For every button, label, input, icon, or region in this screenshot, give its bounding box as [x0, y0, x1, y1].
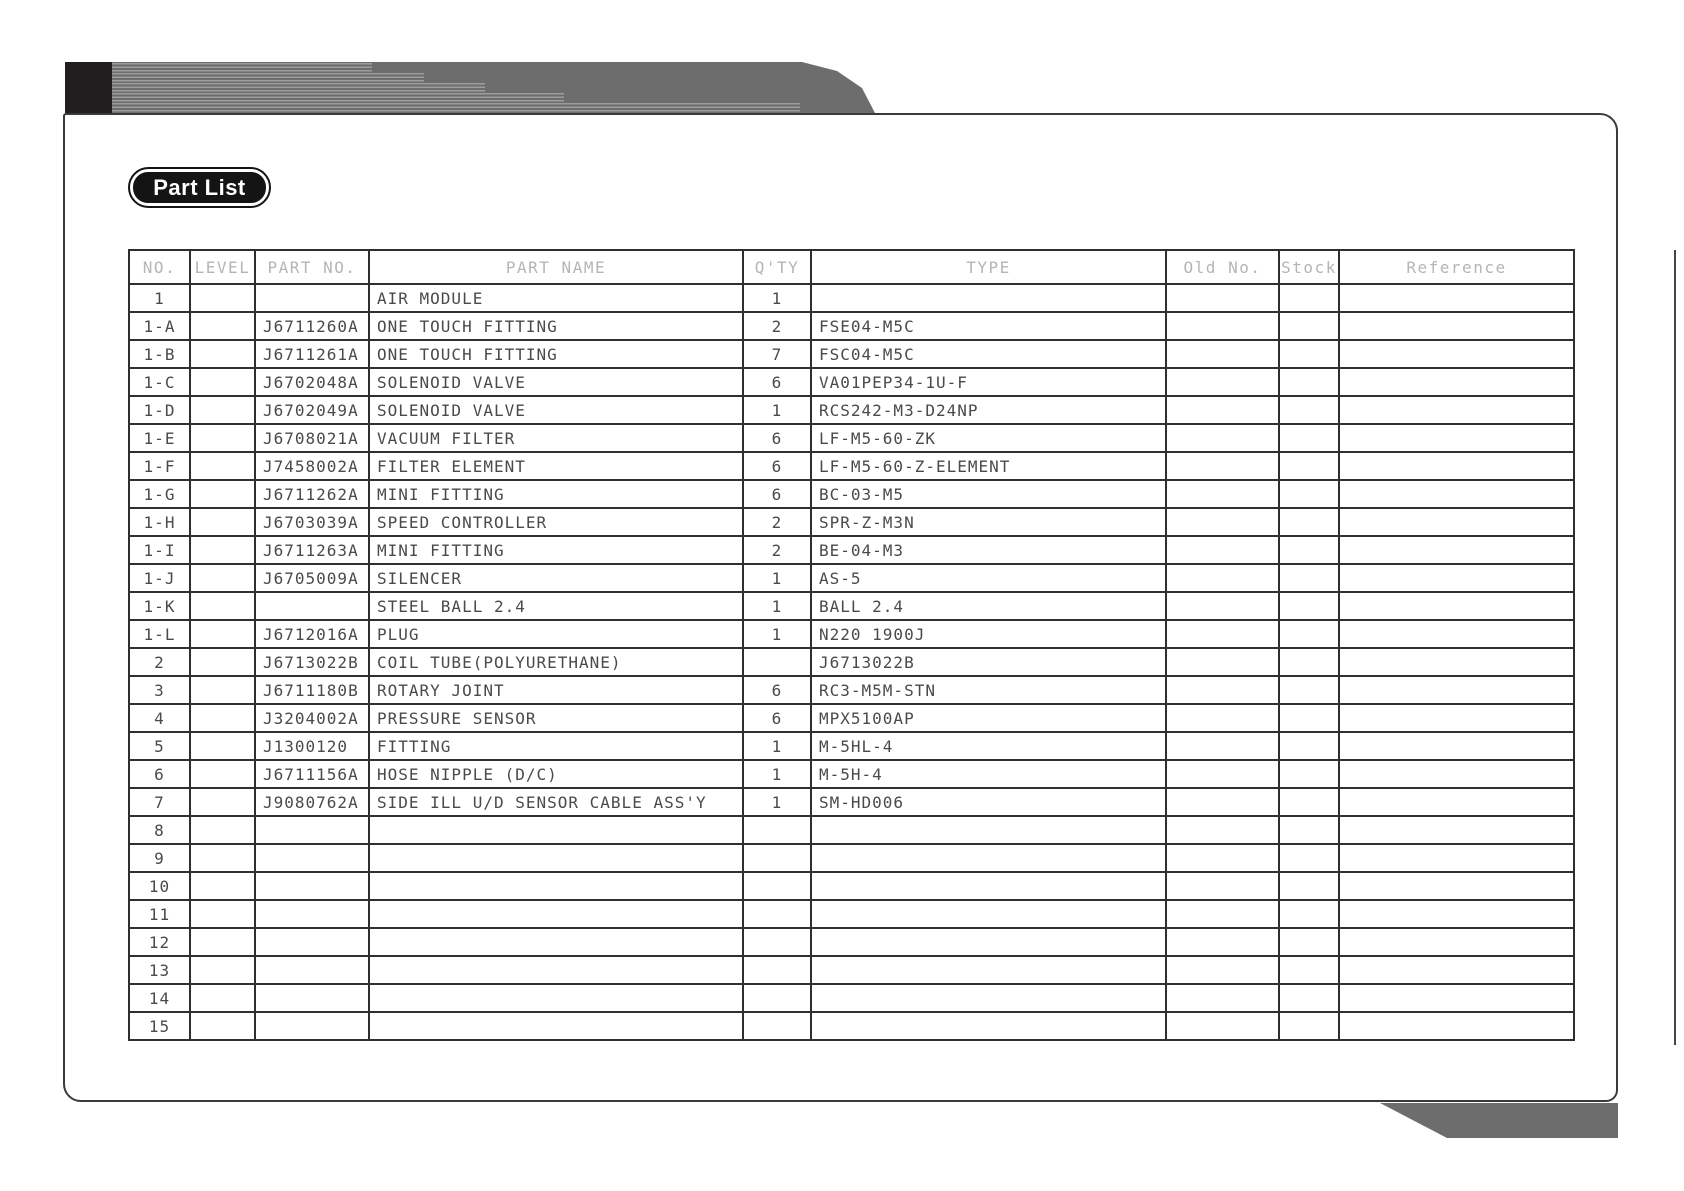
cell-part_name: [369, 928, 743, 956]
cell-qty: [743, 816, 811, 844]
cell-no: 1-A: [129, 312, 190, 340]
cell-old_no: [1166, 340, 1279, 368]
cell-level: [190, 760, 255, 788]
cell-part_name: SIDE ILL U/D SENSOR CABLE ASS'Y: [369, 788, 743, 816]
cell-old_no: [1166, 284, 1279, 312]
cell-old_no: [1166, 900, 1279, 928]
cell-level: [190, 564, 255, 592]
cell-type: LF-M5-60-Z-ELEMENT: [811, 452, 1166, 480]
cell-part_name: [369, 844, 743, 872]
cell-no: 1-D: [129, 396, 190, 424]
cell-stock: [1279, 704, 1339, 732]
cell-level: [190, 844, 255, 872]
table-row: [129, 424, 1574, 452]
cell-type: BALL 2.4: [811, 592, 1166, 620]
cell-no: 1-F: [129, 452, 190, 480]
cell-stock: [1279, 844, 1339, 872]
cell-no: 1-J: [129, 564, 190, 592]
table-row: [129, 788, 1574, 816]
band-stripe-step: [112, 93, 564, 103]
cell-stock: [1279, 536, 1339, 564]
cell-old_no: [1166, 396, 1279, 424]
cell-part_no: [255, 1012, 369, 1040]
cell-part_no: J3204002A: [255, 704, 369, 732]
header-corner-block: [65, 62, 112, 113]
table-row: [129, 620, 1574, 648]
table-row: [129, 732, 1574, 760]
cell-qty: [743, 1012, 811, 1040]
column-header-old_no: Old No.: [1166, 250, 1279, 284]
cell-level: [190, 508, 255, 536]
cell-level: [190, 620, 255, 648]
cell-old_no: [1166, 480, 1279, 508]
cell-part_no: J6703039A: [255, 508, 369, 536]
cell-type: VA01PEP34-1U-F: [811, 368, 1166, 396]
table-row: [129, 452, 1574, 480]
cell-no: 1-I: [129, 536, 190, 564]
cell-qty: 1: [743, 396, 811, 424]
cell-no: 2: [129, 648, 190, 676]
cell-part_name: ONE TOUCH FITTING: [369, 340, 743, 368]
cell-no: 15: [129, 1012, 190, 1040]
table-row: [129, 368, 1574, 396]
cell-stock: [1279, 312, 1339, 340]
cell-reference: [1339, 928, 1574, 956]
cell-qty: 2: [743, 312, 811, 340]
cell-old_no: [1166, 928, 1279, 956]
table-header-row: [129, 250, 1574, 284]
cell-reference: [1339, 704, 1574, 732]
cell-stock: [1279, 340, 1339, 368]
cell-part_name: [369, 900, 743, 928]
column-header-qty: Q'TY: [743, 250, 811, 284]
cell-qty: 1: [743, 732, 811, 760]
cell-old_no: [1166, 1012, 1279, 1040]
cell-part_name: MINI FITTING: [369, 536, 743, 564]
cell-old_no: [1166, 452, 1279, 480]
table-row: [129, 508, 1574, 536]
cell-old_no: [1166, 676, 1279, 704]
revision-bar: [1674, 250, 1676, 1045]
cell-part_name: [369, 984, 743, 1012]
cell-level: [190, 452, 255, 480]
cell-reference: [1339, 564, 1574, 592]
cell-part_name: [369, 956, 743, 984]
cell-no: 6: [129, 760, 190, 788]
cell-level: [190, 284, 255, 312]
cell-stock: [1279, 452, 1339, 480]
cell-reference: [1339, 452, 1574, 480]
cell-stock: [1279, 788, 1339, 816]
cell-stock: [1279, 732, 1339, 760]
cell-reference: [1339, 620, 1574, 648]
cell-no: 1: [129, 284, 190, 312]
table-row: [129, 760, 1574, 788]
cell-old_no: [1166, 732, 1279, 760]
cell-stock: [1279, 620, 1339, 648]
cell-old_no: [1166, 704, 1279, 732]
cell-level: [190, 648, 255, 676]
table-row: [129, 536, 1574, 564]
cell-type: [811, 928, 1166, 956]
cell-type: [811, 844, 1166, 872]
cell-part_name: [369, 1012, 743, 1040]
cell-part_name: SOLENOID VALVE: [369, 396, 743, 424]
cell-part_no: [255, 956, 369, 984]
cell-reference: [1339, 480, 1574, 508]
cell-part_no: J6711156A: [255, 760, 369, 788]
cell-level: [190, 368, 255, 396]
cell-level: [190, 1012, 255, 1040]
column-header-no: NO.: [129, 250, 190, 284]
band-stripe-step: [112, 83, 485, 93]
cell-type: LF-M5-60-ZK: [811, 424, 1166, 452]
cell-stock: [1279, 592, 1339, 620]
table-row: [129, 956, 1574, 984]
cell-old_no: [1166, 592, 1279, 620]
footer-decoration-corner: [1380, 1103, 1618, 1138]
cell-part_no: J6711262A: [255, 480, 369, 508]
cell-reference: [1339, 816, 1574, 844]
cell-part_name: ONE TOUCH FITTING: [369, 312, 743, 340]
cell-type: BE-04-M3: [811, 536, 1166, 564]
cell-type: [811, 1012, 1166, 1040]
cell-no: 1-E: [129, 424, 190, 452]
cell-stock: [1279, 480, 1339, 508]
table-row: [129, 564, 1574, 592]
column-header-part_name: PART NAME: [369, 250, 743, 284]
cell-type: BC-03-M5: [811, 480, 1166, 508]
cell-level: [190, 340, 255, 368]
table-row: [129, 1012, 1574, 1040]
cell-part_no: [255, 816, 369, 844]
cell-stock: [1279, 984, 1339, 1012]
cell-stock: [1279, 872, 1339, 900]
cell-qty: 7: [743, 340, 811, 368]
cell-type: RCS242-M3-D24NP: [811, 396, 1166, 424]
cell-stock: [1279, 900, 1339, 928]
part-list-table-container: [128, 249, 1575, 1041]
cell-part_name: [369, 816, 743, 844]
cell-level: [190, 816, 255, 844]
cell-type: FSC04-M5C: [811, 340, 1166, 368]
cell-no: 13: [129, 956, 190, 984]
cell-no: 3: [129, 676, 190, 704]
cell-part_name: PRESSURE SENSOR: [369, 704, 743, 732]
cell-reference: [1339, 676, 1574, 704]
cell-old_no: [1166, 648, 1279, 676]
cell-reference: [1339, 396, 1574, 424]
part-list-badge-pill: [133, 172, 266, 203]
column-header-part_no: PART NO.: [255, 250, 369, 284]
cell-level: [190, 424, 255, 452]
cell-qty: 2: [743, 536, 811, 564]
cell-part_no: J6702049A: [255, 396, 369, 424]
cell-type: N220 1900J: [811, 620, 1166, 648]
cell-reference: [1339, 312, 1574, 340]
column-header-type: TYPE: [811, 250, 1166, 284]
cell-part_no: J6711260A: [255, 312, 369, 340]
cell-old_no: [1166, 424, 1279, 452]
cell-qty: [743, 956, 811, 984]
table-row: [129, 872, 1574, 900]
cell-type: SM-HD006: [811, 788, 1166, 816]
cell-qty: 1: [743, 592, 811, 620]
cell-stock: [1279, 396, 1339, 424]
cell-part_no: J6712016A: [255, 620, 369, 648]
cell-old_no: [1166, 536, 1279, 564]
cell-part_name: COIL TUBE(POLYURETHANE): [369, 648, 743, 676]
cell-level: [190, 592, 255, 620]
cell-part_no: J6711180B: [255, 676, 369, 704]
cell-level: [190, 984, 255, 1012]
cell-part_name: AIR MODULE: [369, 284, 743, 312]
cell-no: 1-H: [129, 508, 190, 536]
cell-no: 14: [129, 984, 190, 1012]
cell-stock: [1279, 816, 1339, 844]
band-stripe-step: [112, 73, 424, 83]
cell-stock: [1279, 564, 1339, 592]
column-header-stock: Stock: [1279, 250, 1339, 284]
page-title: Part List: [153, 174, 246, 200]
cell-part_name: FILTER ELEMENT: [369, 452, 743, 480]
cell-part_no: J6705009A: [255, 564, 369, 592]
cell-type: M-5H-4: [811, 760, 1166, 788]
cell-old_no: [1166, 984, 1279, 1012]
cell-part_no: [255, 872, 369, 900]
cell-part_name: ROTARY JOINT: [369, 676, 743, 704]
table-row: [129, 648, 1574, 676]
column-header-reference: Reference: [1339, 250, 1574, 284]
cell-level: [190, 788, 255, 816]
table-row: [129, 396, 1574, 424]
table-row: [129, 592, 1574, 620]
cell-qty: 2: [743, 508, 811, 536]
cell-stock: [1279, 424, 1339, 452]
table-row: [129, 312, 1574, 340]
cell-type: [811, 872, 1166, 900]
cell-part_name: PLUG: [369, 620, 743, 648]
cell-reference: [1339, 284, 1574, 312]
cell-old_no: [1166, 564, 1279, 592]
cell-type: [811, 284, 1166, 312]
cell-qty: [743, 984, 811, 1012]
cell-part_name: [369, 872, 743, 900]
cell-no: 7: [129, 788, 190, 816]
table-row: [129, 284, 1574, 312]
cell-no: 1-G: [129, 480, 190, 508]
cell-part_no: J9080762A: [255, 788, 369, 816]
cell-type: [811, 900, 1166, 928]
cell-part_no: J6713022B: [255, 648, 369, 676]
cell-part_name: HOSE NIPPLE (D/C): [369, 760, 743, 788]
cell-reference: [1339, 424, 1574, 452]
cell-level: [190, 732, 255, 760]
cell-stock: [1279, 508, 1339, 536]
table-row: [129, 480, 1574, 508]
cell-qty: 6: [743, 424, 811, 452]
column-header-level: LEVEL: [190, 250, 255, 284]
cell-stock: [1279, 956, 1339, 984]
cell-reference: [1339, 844, 1574, 872]
cell-stock: [1279, 676, 1339, 704]
cell-type: MPX5100AP: [811, 704, 1166, 732]
cell-type: [811, 956, 1166, 984]
cell-reference: [1339, 1012, 1574, 1040]
cell-reference: [1339, 508, 1574, 536]
cell-type: J6713022B: [811, 648, 1166, 676]
cell-qty: 1: [743, 788, 811, 816]
cell-part_no: [255, 928, 369, 956]
part-list-table: [128, 249, 1575, 1041]
cell-part_name: MINI FITTING: [369, 480, 743, 508]
cell-part_no: J6702048A: [255, 368, 369, 396]
cell-no: 1-L: [129, 620, 190, 648]
cell-part_no: J6711261A: [255, 340, 369, 368]
cell-reference: [1339, 872, 1574, 900]
cell-part_no: J6711263A: [255, 536, 369, 564]
cell-no: 4: [129, 704, 190, 732]
cell-old_no: [1166, 368, 1279, 396]
cell-type: AS-5: [811, 564, 1166, 592]
cell-stock: [1279, 284, 1339, 312]
cell-level: [190, 480, 255, 508]
part-list-badge: [128, 167, 271, 208]
cell-reference: [1339, 648, 1574, 676]
cell-qty: 6: [743, 368, 811, 396]
header-decoration-band: [63, 62, 878, 113]
cell-old_no: [1166, 508, 1279, 536]
table-row: [129, 816, 1574, 844]
cell-level: [190, 536, 255, 564]
cell-qty: [743, 900, 811, 928]
cell-stock: [1279, 648, 1339, 676]
cell-reference: [1339, 732, 1574, 760]
cell-type: SPR-Z-M3N: [811, 508, 1166, 536]
cell-no: 1-K: [129, 592, 190, 620]
cell-old_no: [1166, 760, 1279, 788]
cell-old_no: [1166, 816, 1279, 844]
cell-part_name: SPEED CONTROLLER: [369, 508, 743, 536]
table-row: [129, 928, 1574, 956]
cell-reference: [1339, 788, 1574, 816]
cell-reference: [1339, 984, 1574, 1012]
cell-old_no: [1166, 872, 1279, 900]
table-row: [129, 900, 1574, 928]
cell-qty: 6: [743, 480, 811, 508]
cell-part_name: SOLENOID VALVE: [369, 368, 743, 396]
cell-qty: 6: [743, 676, 811, 704]
cell-part_name: FITTING: [369, 732, 743, 760]
cell-no: 1-C: [129, 368, 190, 396]
table-row: [129, 704, 1574, 732]
cell-type: M-5HL-4: [811, 732, 1166, 760]
cell-qty: 6: [743, 452, 811, 480]
cell-part_no: [255, 284, 369, 312]
cell-part_no: J1300120: [255, 732, 369, 760]
table-row: [129, 984, 1574, 1012]
cell-reference: [1339, 760, 1574, 788]
table-row: [129, 340, 1574, 368]
cell-no: 1-B: [129, 340, 190, 368]
cell-part_no: [255, 984, 369, 1012]
cell-part_name: VACUUM FILTER: [369, 424, 743, 452]
cell-type: RC3-M5M-STN: [811, 676, 1166, 704]
band-stripe-step: [112, 63, 372, 73]
cell-no: 9: [129, 844, 190, 872]
cell-level: [190, 928, 255, 956]
cell-qty: [743, 844, 811, 872]
cell-no: 10: [129, 872, 190, 900]
cell-stock: [1279, 368, 1339, 396]
table-row: [129, 676, 1574, 704]
cell-level: [190, 872, 255, 900]
cell-old_no: [1166, 312, 1279, 340]
cell-level: [190, 312, 255, 340]
cell-reference: [1339, 900, 1574, 928]
cell-level: [190, 956, 255, 984]
cell-reference: [1339, 592, 1574, 620]
cell-reference: [1339, 956, 1574, 984]
cell-no: 8: [129, 816, 190, 844]
cell-part_no: [255, 592, 369, 620]
cell-part_no: J7458002A: [255, 452, 369, 480]
table-row: [129, 844, 1574, 872]
cell-qty: 1: [743, 760, 811, 788]
cell-level: [190, 900, 255, 928]
cell-qty: 6: [743, 704, 811, 732]
cell-part_name: SILENCER: [369, 564, 743, 592]
cell-stock: [1279, 928, 1339, 956]
cell-no: 11: [129, 900, 190, 928]
header-gray-trapezoid: [112, 62, 875, 113]
cell-level: [190, 704, 255, 732]
cell-old_no: [1166, 788, 1279, 816]
cell-stock: [1279, 760, 1339, 788]
cell-no: 5: [129, 732, 190, 760]
cell-old_no: [1166, 956, 1279, 984]
cell-qty: [743, 648, 811, 676]
cell-reference: [1339, 340, 1574, 368]
cell-old_no: [1166, 844, 1279, 872]
cell-qty: [743, 872, 811, 900]
cell-part_no: J6708021A: [255, 424, 369, 452]
cell-qty: 1: [743, 284, 811, 312]
cell-reference: [1339, 368, 1574, 396]
band-stripe-step: [112, 103, 800, 112]
cell-qty: [743, 928, 811, 956]
cell-type: FSE04-M5C: [811, 312, 1166, 340]
cell-type: [811, 816, 1166, 844]
cell-stock: [1279, 1012, 1339, 1040]
cell-qty: 1: [743, 620, 811, 648]
cell-type: [811, 984, 1166, 1012]
cell-qty: 1: [743, 564, 811, 592]
cell-part_no: [255, 900, 369, 928]
cell-no: 12: [129, 928, 190, 956]
cell-old_no: [1166, 620, 1279, 648]
cell-level: [190, 396, 255, 424]
cell-part_no: [255, 844, 369, 872]
cell-part_name: STEEL BALL 2.4: [369, 592, 743, 620]
cell-reference: [1339, 536, 1574, 564]
cell-level: [190, 676, 255, 704]
